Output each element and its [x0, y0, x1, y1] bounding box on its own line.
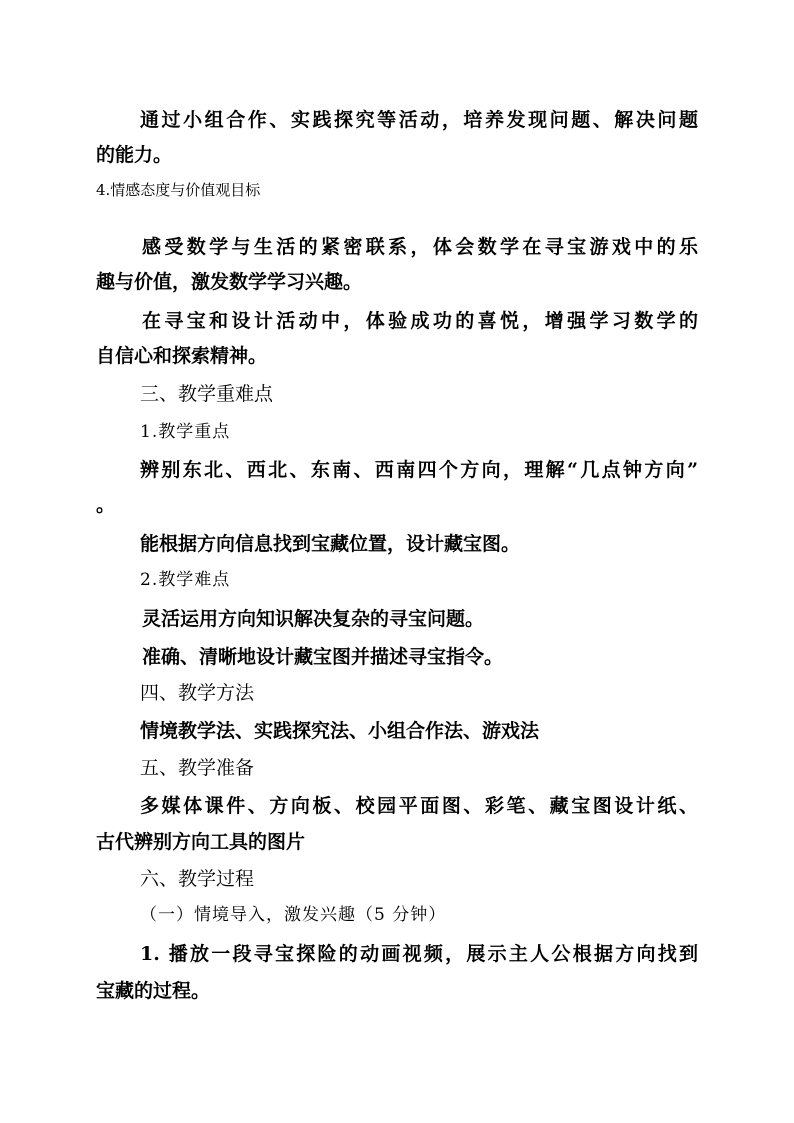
paragraph-line: 自信心和探索精神。: [96, 345, 268, 367]
section-heading: 三、教学重难点: [140, 383, 274, 405]
paragraph-line: 宝藏的过程。: [96, 980, 211, 1002]
subsection-heading: 1.教学重点: [140, 422, 231, 442]
section-heading: 六、教学过程: [140, 868, 255, 890]
paragraph-line: 能根据方向信息找到宝藏位置，设计藏宝图。: [140, 533, 521, 555]
paragraph-line: 1. 播放一段寻宝探险的动画视频，展示主人公根据方向找到: [140, 943, 698, 965]
paragraph-line: 通过小组合作、实践探究等活动，培养发现问题、解决问题: [140, 109, 698, 131]
section-heading: 4.情感态度与价值观目标: [96, 181, 261, 199]
paragraph-line: 的能力。: [96, 144, 173, 166]
paragraph-line: 感受数学与生活的紧密联系，体会数学在寻宝游戏中的乐: [142, 236, 698, 258]
paragraph-line: 趣与价值，激发数学学习兴趣。: [96, 271, 363, 293]
paragraph-line: 。: [96, 494, 116, 516]
subsection-heading: 2.教学难点: [140, 570, 231, 590]
paragraph-line: 古代辨别方向工具的图片: [96, 831, 306, 853]
subsection-heading: （一）情境导入，激发兴趣（5 分钟）: [140, 905, 447, 925]
paragraph-line: 在寻宝和设计活动中，体验成功的喜悦，增强学习数学的: [142, 310, 698, 332]
paragraph-line: 灵活运用方向知识解决复杂的寻宝问题。: [142, 608, 485, 630]
paragraph-line: 辨别东北、西北、东南、西南四个方向，理解“几点钟方向”: [140, 459, 698, 481]
paragraph-line: 准确、清晰地设计藏宝图并描述寻宝指令。: [142, 646, 504, 668]
paragraph-line: 多媒体课件、方向板、校园平面图、彩笔、藏宝图设计纸、: [140, 795, 698, 817]
section-heading: 五、教学准备: [140, 757, 255, 779]
paragraph-line: 情境教学法、实践探究法、小组合作法、游戏法: [140, 720, 540, 742]
section-heading: 四、教学方法: [140, 682, 255, 704]
